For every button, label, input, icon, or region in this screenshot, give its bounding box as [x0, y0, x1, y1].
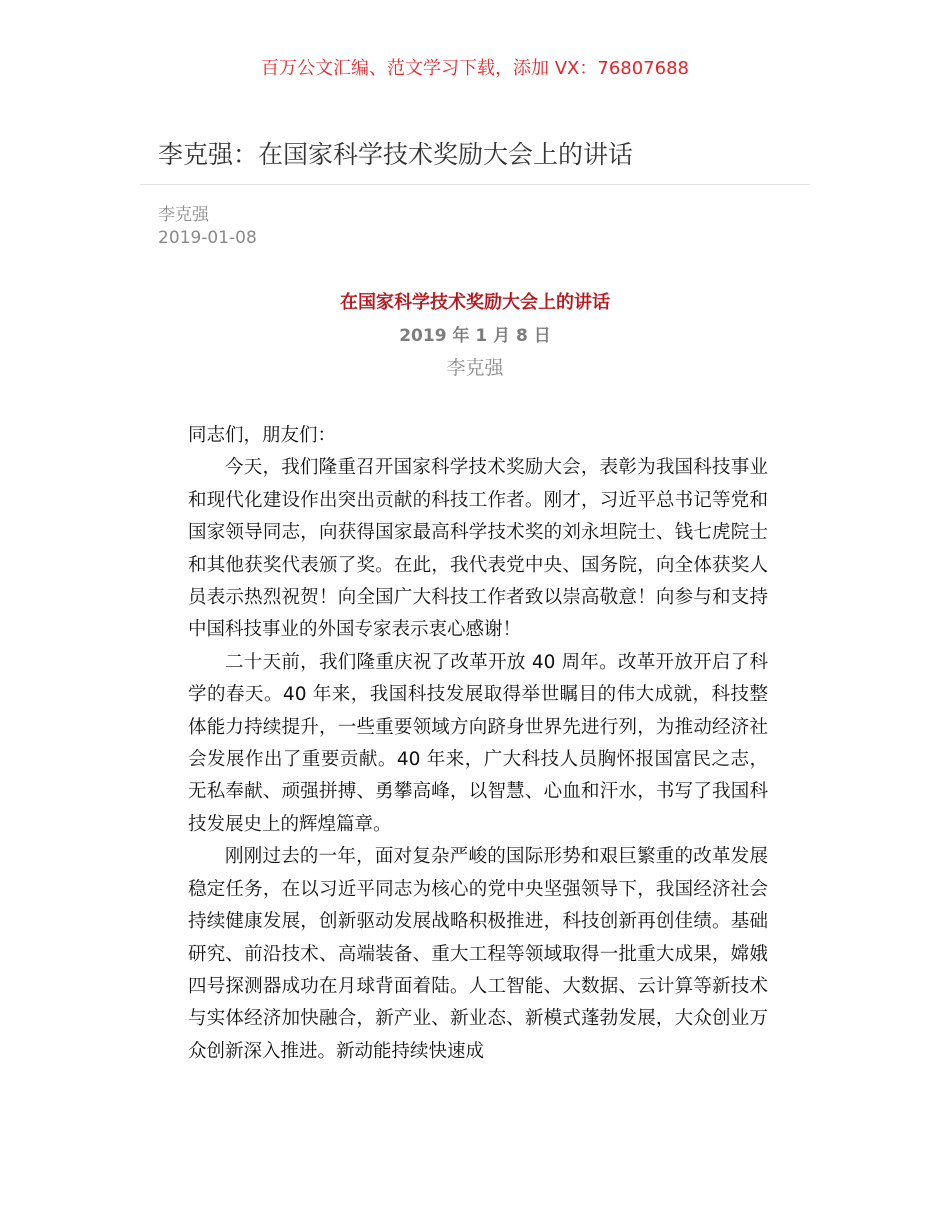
salutation: 同志们，朋友们： [188, 425, 337, 446]
article-author: 李克强 [446, 357, 504, 379]
paragraph-2: 二十天前，我们隆重庆祝了改革开放 40 周年。改革开放开启了科学的春天。40 年来，我国科技发展取得举世瞩目的伟大成就，科技整体能力持续提升，一些重要领域方向跻身世界先进行列，为推动经济社会发展作出了重要贡献。40 年来，广大科技人员胸怀报国富民之志，无私奉献、顽强拼搏、勇攀高峰，以智慧、心血和汗水，书写了我国科技发展史上的辉煌篇章。 [188, 651, 768, 835]
title-divider [140, 184, 810, 185]
article-heading: 在国家科学技术奖励大会上的讲话 [340, 292, 610, 313]
paragraph-3: 刚刚过去的一年，面对复杂严峻的国际形势和艰巨繁重的改革发展稳定任务，在以习近平同志为核心的党中央坚强领导下，我国经济社会持续健康发展，创新驱动发展战略积极推进，科技创新再创佳绩。基础研究、前沿技术、高端装备、重大工程等领域取得一批重大成果，嫦娥四号探测器成功在月球背面着陆。人工智能、大数据、云计算等新技术与实体经济加快融合，新产业、新业态、新模式蓬勃发展，大众创业万众创新深入推进。新动能持续快速成 [188, 846, 768, 1062]
paragraph-1: 今天，我们隆重召开国家科学技术奖励大会，表彰为我国科技事业和现代化建设作出突出贡献的科技工作者。刚才，习近平总书记等党和国家领导同志，向获得国家最高科学技术奖的刘永坦院士、钱七虎院士和其他获奖代表颁了奖。在此，我代表党中央、国务院，向全体获奖人员表示热烈祝贺！向全国广大科技工作者致以崇高敬意！向参与和支持中国科技事业的外国专家表示衷心感谢！ [188, 457, 768, 641]
meta-author: 李克强 [158, 205, 209, 225]
page-title: 李克强：在国家科学技术奖励大会上的讲话 [158, 140, 634, 169]
article-date: 2019 年 1 月 8 日 [399, 326, 551, 346]
promo-banner: 百万公文汇编、范文学习下载，添加 VX：76807688 [261, 58, 689, 79]
article-body [188, 420, 768, 1068]
meta-date: 2019-01-08 [158, 228, 257, 248]
